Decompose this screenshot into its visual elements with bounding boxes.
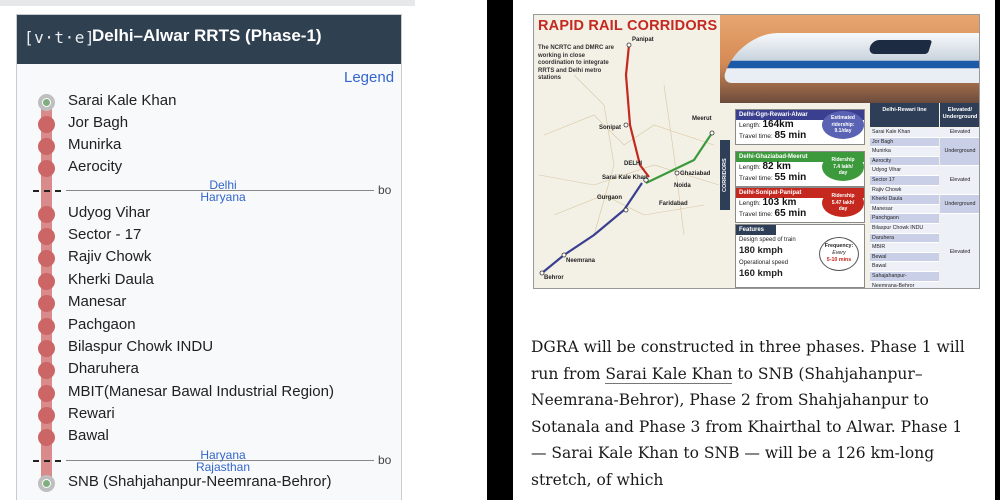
map-label-neemrana: Neemrana [566,258,596,264]
route-title: Delhi–Alwar RRTS (Phase-1) [92,26,322,45]
map-label-faridabad: Faridabad [659,201,688,207]
station-label[interactable]: Kherki Daula [68,271,154,288]
legend-link[interactable]: Legend [344,69,395,86]
state-border-marker [33,460,61,462]
station-label[interactable]: MBIT(Manesar Bawal Industrial Region) [68,383,334,400]
station-label[interactable]: Rewari [68,405,115,422]
right-edge [995,0,1000,500]
ridership-bubble-meerut: Ridership 7.4 lakh/ day [822,153,864,181]
features-box [735,224,865,288]
table-row: Sahajahanpur- [870,272,939,282]
station-label[interactable]: Pachgaon [68,316,136,333]
map-label-noida: Noida [674,183,691,189]
map-label-behror: Behror [544,275,564,281]
station-label[interactable]: Rajiv Chowk [68,248,152,265]
border-state-upper[interactable]: Delhi [209,178,237,192]
delhi-rewari-table [870,103,980,289]
station-label[interactable]: Manesar [68,293,127,310]
border-state-lower[interactable]: Rajasthan [195,460,251,474]
station-label[interactable]: Bilaspur Chowk INDU [68,338,214,355]
border-state-upper[interactable]: Haryana [200,448,246,462]
border-label-truncated: bo [378,453,392,467]
table-row: Rajiv Chowk [870,186,939,196]
panel-divider [487,0,513,500]
design-speed-value: 180 kmph [739,245,783,256]
infographic-title: RAPID RAIL CORRIDORS [538,18,718,34]
rapid-rail-infographic [533,14,980,289]
corridor-length: Length: 82 km [739,161,791,172]
station-label[interactable]: SNB (Shahjahanpur-Neemrana-Behror) [68,473,332,490]
table-row: Kherki Daula [870,195,939,205]
operational-speed-label: Operational speed [739,260,789,266]
map-label-sonipat: Sonipat [599,125,621,131]
table-row: Daruhera [870,234,939,244]
station-marker [38,250,55,267]
ridership-bubble-alwar: Estimated ridership: 9.1/day [822,111,864,139]
station-marker [38,407,55,424]
table-status-cell: Underground [940,195,980,214]
train-photo [720,15,980,103]
station-label[interactable]: Bawal [68,427,109,444]
map-label-meerut: Meerut [692,116,712,122]
vte-links: [v·t·e] [24,28,95,47]
station-marker [38,340,55,357]
features-heading: Features [736,225,776,235]
train-body [722,33,980,83]
station-label[interactable]: Udyog Vihar [68,204,151,221]
border-state-lower[interactable]: Haryana [200,190,246,204]
corridor-name: Delhi-Ghaziabad-Meerut [736,152,864,162]
station-marker [38,385,55,402]
article-text-2: to SNB (Shahjahanpur–Neemrana-Behror), Phase 2 from Shahjahanpur to Sotanala and Phase 3 from Khairthal to Alwar. Phase 1 — Sarai Kale Khan to SNB — will be a 126 km-long stretch, of which [531,364,963,489]
map-label-sarai-kale-khan: Sarai Kale Khan [602,175,648,181]
station-marker [38,295,55,312]
station-marker [38,273,55,290]
table-row: Bewal [870,253,939,263]
table-status-cell: Elevated [940,128,980,138]
terminal-station-marker [38,94,55,111]
corridor-time: Travel time: 55 min [739,172,807,183]
table-header-status: Elevated/ Underground [940,103,980,127]
corridor-length: Length: 103 km [739,197,797,208]
table-row: Sector 17 [870,176,939,186]
station-label[interactable]: Sector - 17 [68,226,142,243]
table-row: Sarai Kale Khan [870,128,939,138]
view-link[interactable]: v [34,28,45,47]
table-status-cell: Elevated [940,214,980,289]
map-label-gurgaon: Gurgaon [597,195,622,201]
table-row: Udyog Vihar [870,166,939,176]
table-row: Aerocity [870,157,939,167]
map-label-panipat: Panipat [632,37,654,43]
ridership-bubble-panipat: Ridership 5.47 lakh/ day [822,189,864,217]
article-text-1: DGRA will be constructed in three phases. Phase 1 will run from [531,338,965,383]
route-red [626,45,649,177]
table-status-cell: Elevated [940,166,980,195]
corridor-name: Delhi-Sonipat-Panipat [736,188,864,198]
station-marker [38,362,55,379]
table-row: Munirka [870,147,939,157]
station-marker [38,138,55,155]
navbox-header [17,15,401,64]
article-paragraph [531,334,981,493]
design-speed-label: Design speed of train [739,237,796,243]
map-label-delhi: DELHI [624,161,642,167]
station-marker [38,429,55,446]
state-border-marker [33,190,61,192]
operational-speed-value: 160 kmph [739,268,783,279]
station-marker [38,160,55,177]
station-label[interactable]: Jor Bagh [68,114,129,131]
table-row: Panchgaon [870,214,939,224]
corridor-name: Delhi-Ggn-Rewari-Alwar [736,110,864,120]
table-row: Bilaspur Chowk INDU [870,224,939,234]
train-windshield [868,40,933,54]
corridor-time: Travel time: 85 min [739,130,807,141]
infographic-subtitle: The NCRTC and DMRC are working in close coordination to integrate RRTS and Delhi metro stations [538,45,615,81]
top-strip [0,0,415,6]
frequency-bubble: Frequency: Every 5-10 mins [819,237,859,271]
table-row: Bawal [870,262,939,272]
station-marker [38,206,55,223]
station-marker [38,116,55,133]
table-row: Manesar [870,205,939,215]
border-label-truncated: bo [378,183,392,197]
table-row: Neemrana-Behror [870,282,939,289]
table-status-cell: Underground [940,138,980,167]
talk-link[interactable]: t [54,28,65,47]
table-header-line: Delhi-Rewari line [870,103,939,127]
table-row: Jor Bagh [870,138,939,148]
corridors-tab: CORRIDORS [720,140,730,210]
station-label[interactable]: Dharuhera [68,360,139,377]
sarai-kale-khan-link[interactable]: Sarai Kale Khan [605,364,733,383]
corridor-time: Travel time: 65 min [739,208,807,219]
station-marker [38,318,55,335]
corridor-length: Length: 164km [739,119,794,130]
station-label[interactable]: Sarai Kale Khan [68,92,177,109]
terminal-station-marker [38,475,55,492]
station-marker [38,228,55,245]
station-label[interactable]: Aerocity [68,158,123,175]
station-label[interactable]: Munirka [68,136,122,153]
navbox-panel [0,0,487,500]
map-label-ghaziabad: Ghaziabad [680,171,711,177]
table-row: MBIR [870,243,939,253]
edit-link[interactable]: e [74,28,85,47]
